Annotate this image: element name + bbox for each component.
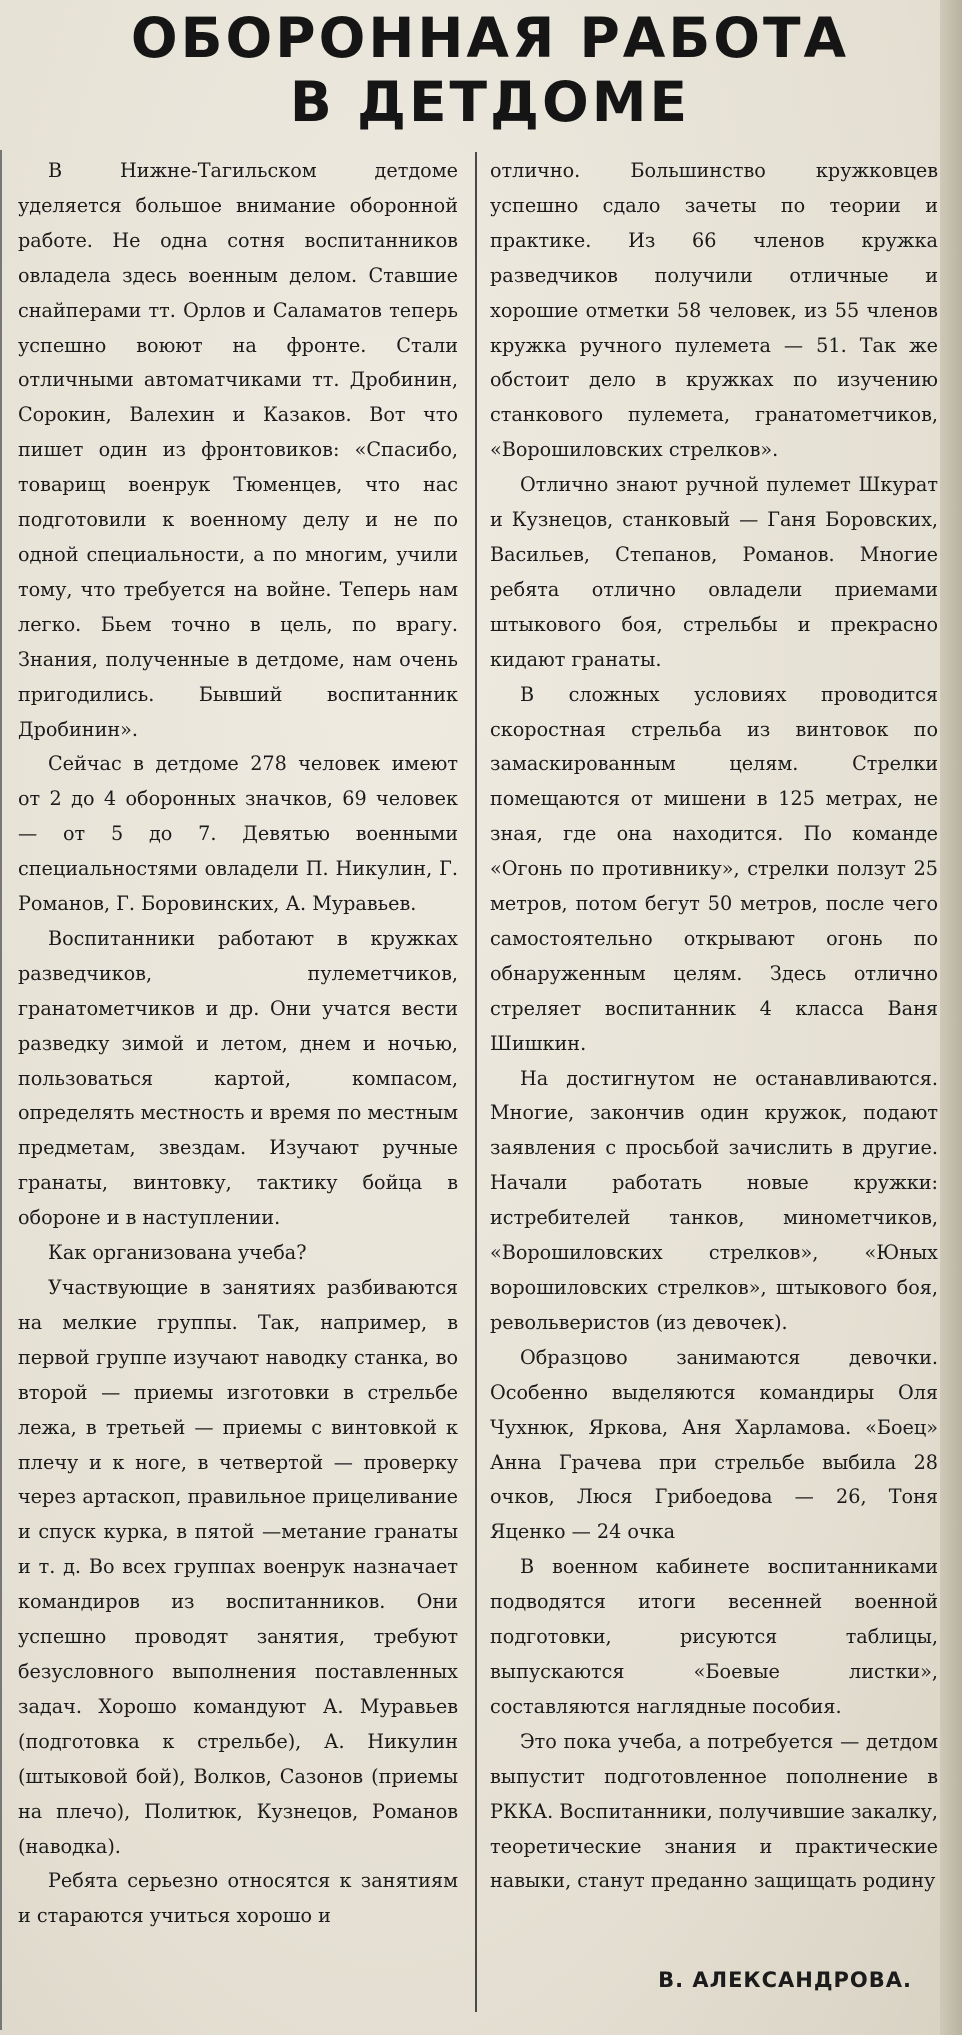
paragraph-continued: отлично. Большинство кружковцев успешно сдало зачеты по теории и практике. Из 66 членов кружка разведчиков получили отличные и хорошие отметки 58 человек, из 55 членов кружка ручного пулемета — 51. Так же обстоит дело в кружках по изучению станкового пулемета, гранатометчиков, «Ворошиловских стрелков». — [490, 159, 938, 462]
paragraph: Образцово занимаются девочки. Особенно выделяются командиры Оля Чухнюк, Яркова, Аня Харламова. «Боец» Анна Грачева при стрельбе выбила 28 очков, Люся Грибоедова — 26, Тоня Яценко — 24 очка — [490, 1345, 938, 1544]
article-column-right — [490, 154, 938, 1899]
headline-line-2: В ДЕТДОМЕ — [289, 70, 691, 134]
paragraph: Отлично знают ручной пулемет Шкурат и Кузнецов, станковый — Ганя Боровских, Васильев, Степанов, Романов. Многие ребята отлично овладели приемами штыкового боя, стрельбы и прекрасно кидают гранаты. — [490, 473, 938, 671]
paragraph: Это пока учеба, а потребуется — детдом выпустит подготовленное пополнение в РККА. Воспитанники, получившие закалку, теоретические знания и практические навыки, станут преданно защищать родину — [490, 1729, 938, 1893]
subheading-question: Как организована учеба? — [48, 1241, 307, 1265]
paragraph: Сейчас в детдоме 278 человек имеют от 2 до 4 оборонных значков, 69 человек — от 5 до 7. Девятью военными специальностями овладели П. Никулин, Г. Романов, Г. Боровинских, А. Муравьев. — [18, 752, 458, 916]
paragraph: Участвующие в занятиях разбиваются на мелкие группы. Так, например, в первой группе изучают наводку станка, во второй — приемы изготовки в стрельбе лежа, в третьей — приемы с винтовкой к плечу и к ноге, в четвертой — проверку через артаскоп, правильное прицеливание и спуск курка, в пятой —метание гранаты и т. д. Во всех группах военрук назначает командиров из воспитанников. Они успешно проводят занятия, требуют безусловного выполнения поставленных задач. Хорошо командуют А. Муравьев (подготовка к стрельбе), А. Никулин (штыковой бой), Волков, Сазонов (приемы на плечо), Политюк, Кузнецов, Романов (наводка). — [18, 1276, 458, 1858]
column-divider — [475, 152, 477, 2012]
paragraph: В военном кабинете воспитанниками подводятся итоги весенней военной подготовки, рисуются таблицы, выпускаются «Боевые листки», составляются наглядные пособия. — [490, 1555, 938, 1718]
author-signature: В. АЛЕКСАНДРОВА. — [658, 1968, 912, 1992]
paragraph: В сложных условиях проводится скоростная стрельба из винтовок по замаскированным целям. Стрелки помещаются от мишени в 125 метрах, не зная, где она находится. По команде «Огонь по противнику», стрелки ползут 25 метров, потом бегут 50 метров, после чего самостоятельно открывают огонь по обнаруженным целям. Здесь отлично стреляет воспитанник 4 класса Ваня Шишкин. — [490, 682, 938, 1055]
page-edge — [940, 0, 962, 2035]
paragraph: Воспитанники работают в кружках разведчиков, пулеметчиков, гранатометчиков и др. Они учатся вести разведку зимой и летом, днем и ночью, пользоваться картой, компасом, определять местность и время по местным предметам, звездам. Изучают ручные гранаты, винтовку, тактику бойца в обороне и в наступлении. — [18, 926, 459, 1230]
paragraph: На достигнутом не останавливаются. Многие, закончив один кружок, подают заявления с просьбой зачислить в другие. Начали работать новые кружки: истребителей танков, минометчиков, «Ворошиловских стрелков», «Юных ворошиловских стрелков», штыкового боя, револьверистов (из девочек). — [490, 1066, 938, 1334]
paragraph: В Нижне-Тагильском детдоме уделяется большое внимание оборонной работе. Не одна сотня воспитанников овладела здесь военным делом. Ставшие снайперами тт. Орлов и Саламатов теперь успешно воюют на фронте. Стали отличными автоматчиками тт. Дробинин, Сорокин, Валехин и Казаков. Вот что пишет один из фронтовиков: «Спасибо, товарищ военрук Тюменцев, что нас подготовили к военному делу и не по одной специальности, а по многим, учили тому, что требуется на войне. Теперь нам легко. Бьем точно в цель, по врагу. Знания, полученные в детдоме, нам очень пригодились. Бывший воспитанник Дробинин». — [18, 159, 458, 741]
headline-line-1: ОБОРОННАЯ РАБОТА — [130, 6, 850, 70]
article-column-left — [18, 154, 458, 1934]
paragraph: Ребята серьезно относятся к занятиям и стараются учиться хорошо и — [18, 1869, 458, 1928]
left-border-rule — [0, 150, 2, 2030]
headline — [60, 6, 920, 134]
